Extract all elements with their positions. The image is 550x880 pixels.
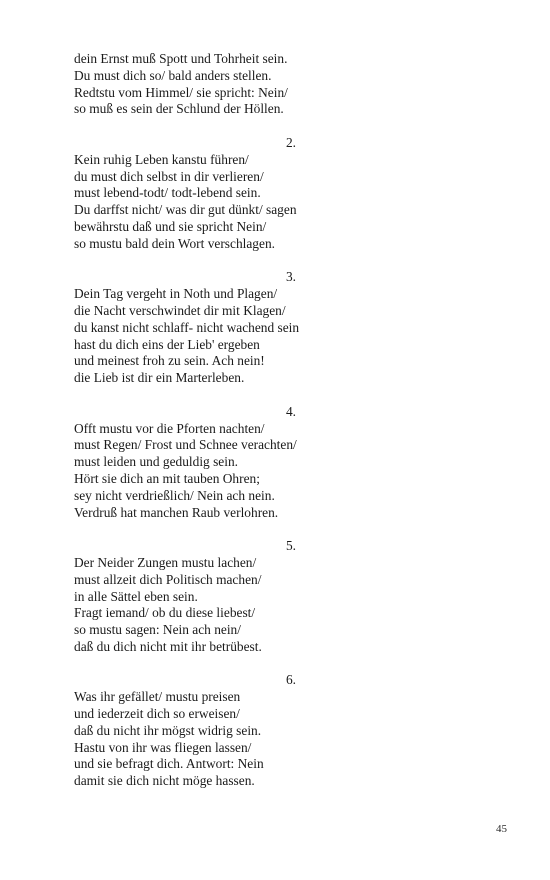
verse-line: bewährstu daß und sie spricht Nein/ bbox=[74, 218, 267, 234]
verse-line: must allzeit dich Politisch machen/ bbox=[74, 571, 262, 587]
verse-line: must lebend-todt/ todt-lebend sein. bbox=[74, 185, 261, 201]
verse-line: Dein Tag vergeht in Noth und Plagen/ bbox=[74, 286, 278, 302]
verse-line: du kanst nicht schlaff- nicht wachend sein bbox=[74, 319, 300, 335]
verse-line: daß du nicht ihr mögst widrig sein. bbox=[74, 722, 262, 738]
stanza-4 bbox=[74, 404, 374, 522]
stanza-number: 5. bbox=[285, 538, 296, 554]
verse-line: du must dich selbst in dir verlieren/ bbox=[74, 168, 264, 184]
stanza-number: 6. bbox=[285, 672, 296, 688]
verse-line: Redtstu vom Himmel/ sie spricht: Nein/ bbox=[74, 84, 288, 100]
stanza-5 bbox=[74, 538, 374, 656]
verse-line: in alle Sättel eben sein. bbox=[74, 588, 198, 604]
poem-text bbox=[74, 51, 374, 807]
verse-line: Was ihr gefället/ mustu preisen bbox=[74, 689, 241, 705]
verse-line: Du darffst nicht/ was dir gut dünkt/ sagen bbox=[74, 202, 297, 218]
verse-line: hast du dich eins der Lieb' ergeben bbox=[74, 336, 260, 352]
stanza-number: 4. bbox=[285, 403, 296, 419]
verse-line: Der Neider Zungen mustu lachen/ bbox=[74, 554, 257, 570]
verse-line: damit sie dich nicht möge hassen. bbox=[74, 773, 255, 789]
stanza-number: 3. bbox=[285, 269, 296, 285]
verse-line: dein Ernst muß Spott und Tohrheit sein. bbox=[74, 51, 288, 66]
verse-line: Du must dich so/ bald anders stellen. bbox=[74, 67, 272, 83]
verse-line: und iederzeit dich so erweisen/ bbox=[74, 706, 240, 722]
stanza-3 bbox=[74, 269, 374, 387]
stanza-2 bbox=[74, 135, 374, 253]
verse-line: daß du dich nicht mit ihr betrübest. bbox=[74, 638, 262, 654]
verse-line: must leiden und geduldig sein. bbox=[74, 454, 239, 470]
verse-line: must Regen/ Frost und Schnee verachten/ bbox=[74, 437, 297, 453]
verse-line: Fragt iemand/ ob du diese liebest/ bbox=[74, 605, 256, 621]
verse-line: und meinest froh zu sein. Ach nein! bbox=[74, 353, 265, 369]
verse-line: Hastu von ihr was fliegen lassen/ bbox=[74, 739, 252, 755]
verse-line: und sie befragt dich. Antwort: Nein bbox=[74, 756, 264, 772]
verse-line: Hört sie dich an mit tauben Ohren; bbox=[74, 470, 260, 486]
stanza-number: 2. bbox=[285, 134, 296, 150]
verse-line: sey nicht verdrießlich/ Nein ach nein. bbox=[74, 487, 275, 503]
stanza-continued bbox=[74, 51, 374, 118]
verse-line: die Lieb ist dir ein Marterleben. bbox=[74, 370, 245, 386]
page-number: 45 bbox=[496, 823, 507, 835]
verse-line: Verdruß hat manchen Raub verlohren. bbox=[74, 504, 279, 520]
verse-line: die Nacht verschwindet dir mit Klagen/ bbox=[74, 302, 286, 318]
verse-line: Kein ruhig Leben kanstu führen/ bbox=[74, 151, 249, 167]
verse-line: so muß es sein der Schlund der Höllen. bbox=[74, 101, 284, 117]
verse-line: Offt mustu vor die Pforten nachten/ bbox=[74, 420, 265, 436]
verse-line: so mustu sagen: Nein ach nein/ bbox=[74, 622, 241, 638]
stanza-6 bbox=[74, 672, 374, 790]
verse-line: so mustu bald dein Wort verschlagen. bbox=[74, 235, 275, 251]
